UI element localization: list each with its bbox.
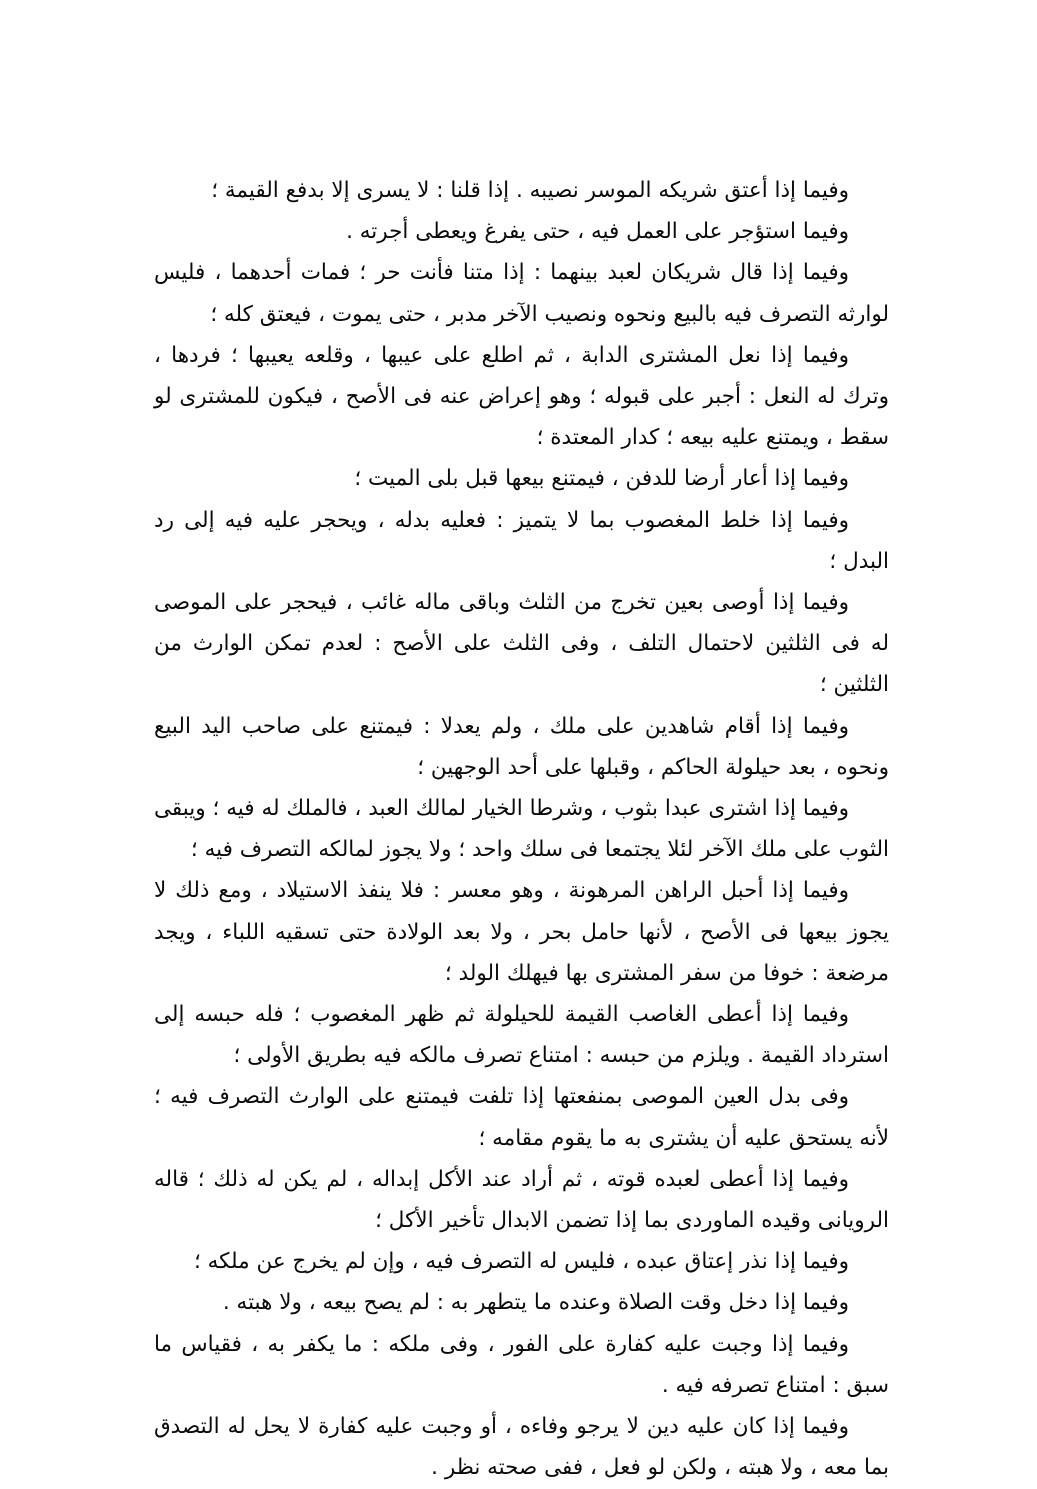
paragraph: وفيما إذا أقام شاهدين على ملك ، ولم يعدلا : فيمتنع على صاحب اليد البيع ونحوه ، بعد حيلولة الحاكم ، وقبلها على أحد الوجهين ؛ — [154, 713, 889, 780]
paragraph: وفيما إذا خلط المغصوب بما لا يتميز : فعليه بدله ، ويحجر عليه فيه إلى رد البدل ؛ — [154, 507, 889, 574]
paragraph: وفيما إذا أعطى لعبده قوته ، ثم أراد عند الأكل إبداله ، لم يكن له ذلك ؛ قاله الرويانى وقيده الماوردى بما إذا تضمن الابدال تأخير الأكل ؛ — [154, 1166, 889, 1234]
paragraph: وفيما إذا نعل المشترى الدابة ، ثم اطلع على عيبها ، وقلعه يعيبها ؛ فردها ، وترك له النعل : أجبر على قبوله ؛ وهو إعراض عنه فى الأصح ، فيكون للمشترى لو سقط ، ويمتنع عليه بيعه ؛ كدار المعتدة ؛ — [154, 342, 889, 451]
paragraph: وفيما إذا أعتق شريكه الموسر نصيبه . إذا قلنا : لا يسرى إلا بدفع القيمة ؛ — [211, 178, 849, 203]
paragraph: وفيما إذا أعطى الغاصب القيمة للحيلولة ثم ظهر المغصوب ؛ فله حبسه إلى استرداد القيمة . ويلزم من حبسه : امتناع تصرف مالكه فيه بطريق الأولى ؛ — [154, 1002, 889, 1069]
paragraph: وفى بدل العين الموصى بمنفعتها إذا تلفت فيمتنع على الوارث التصرف فيه ؛ لأنه يستحق عليه أن يشترى به ما يقوم مقامه ؛ — [154, 1084, 889, 1151]
paragraph: وفيما إذا أحبل الراهن المرهونة ، وهو معسر : فلا ينفذ الاستيلاد ، ومع ذلك لا يجوز بيعها فى الأصح ، لأنها حامل بحر ، ولا بعد الولادة حتى تسقيه اللباء ، ويجد مرضعة : خوفا من سفر المشترى بها فيهلك الولد ؛ — [154, 878, 889, 986]
paragraph: وفيما استؤجر على العمل فيه ، حتى يفرغ ويعطى أجرته . — [346, 219, 849, 245]
paragraph: وفيما إذا أعار أرضا للدفن ، فيمتنع بيعها قبل بلى الميت ؛ — [354, 466, 849, 492]
paragraph: وفيما إذا وجبت عليه كفارة على الفور ، وفى ملكه : ما يكفر به ، فقياس ما سبق : امتناع تصرفه فيه . — [154, 1331, 889, 1398]
paragraph: وفيما إذا دخل وقت الصلاة وعنده ما يتطهر به : لم يصح بيعه ، ولا هبته . — [222, 1290, 849, 1316]
paragraph: وفيما إذا نذر إعتاق عبده ، فليس له التصرف فيه ، وإن لم يخرج عن ملكه ؛ — [193, 1249, 849, 1275]
paragraph: وفيما إذا أوصى بعين تخرج من الثلث وباقى ماله غائب ، فيحجر على الموصى له فى الثلثين لاحتمال التلف ، وفى الثلث على الأصح : لعدم تمكن الوارث من الثلثين ؛ — [154, 590, 889, 698]
paragraph: وفيما إذا كان عليه دين لا يرجو وفاءه ، أو وجبت عليه كفارة لا يحل له التصدق بما معه ، ولا هبته ، ولكن لو فعل ، ففى صحته نظر . — [154, 1414, 889, 1481]
paragraph: وفيما إذا قال شريكان لعبد بينهما : إذا متنا فأنت حر ؛ فمات أحدهما ، فليس لوارثه التصرف فيه بالبيع ونحوه ونصيب الآخر مدبر ، حتى يموت ، فيعتق كله ؛ — [154, 260, 889, 327]
page-body-text — [154, 170, 889, 1489]
paragraph: وفيما إذا اشترى عبدا بثوب ، وشرطا الخيار لمالك العبد ، فالملك له فيه ؛ ويبقى الثوب على ملك الآخر لئلا يجتمعا فى سلك واحد ؛ ولا يجوز لمالكه التصرف فيه ؛ — [154, 796, 889, 863]
